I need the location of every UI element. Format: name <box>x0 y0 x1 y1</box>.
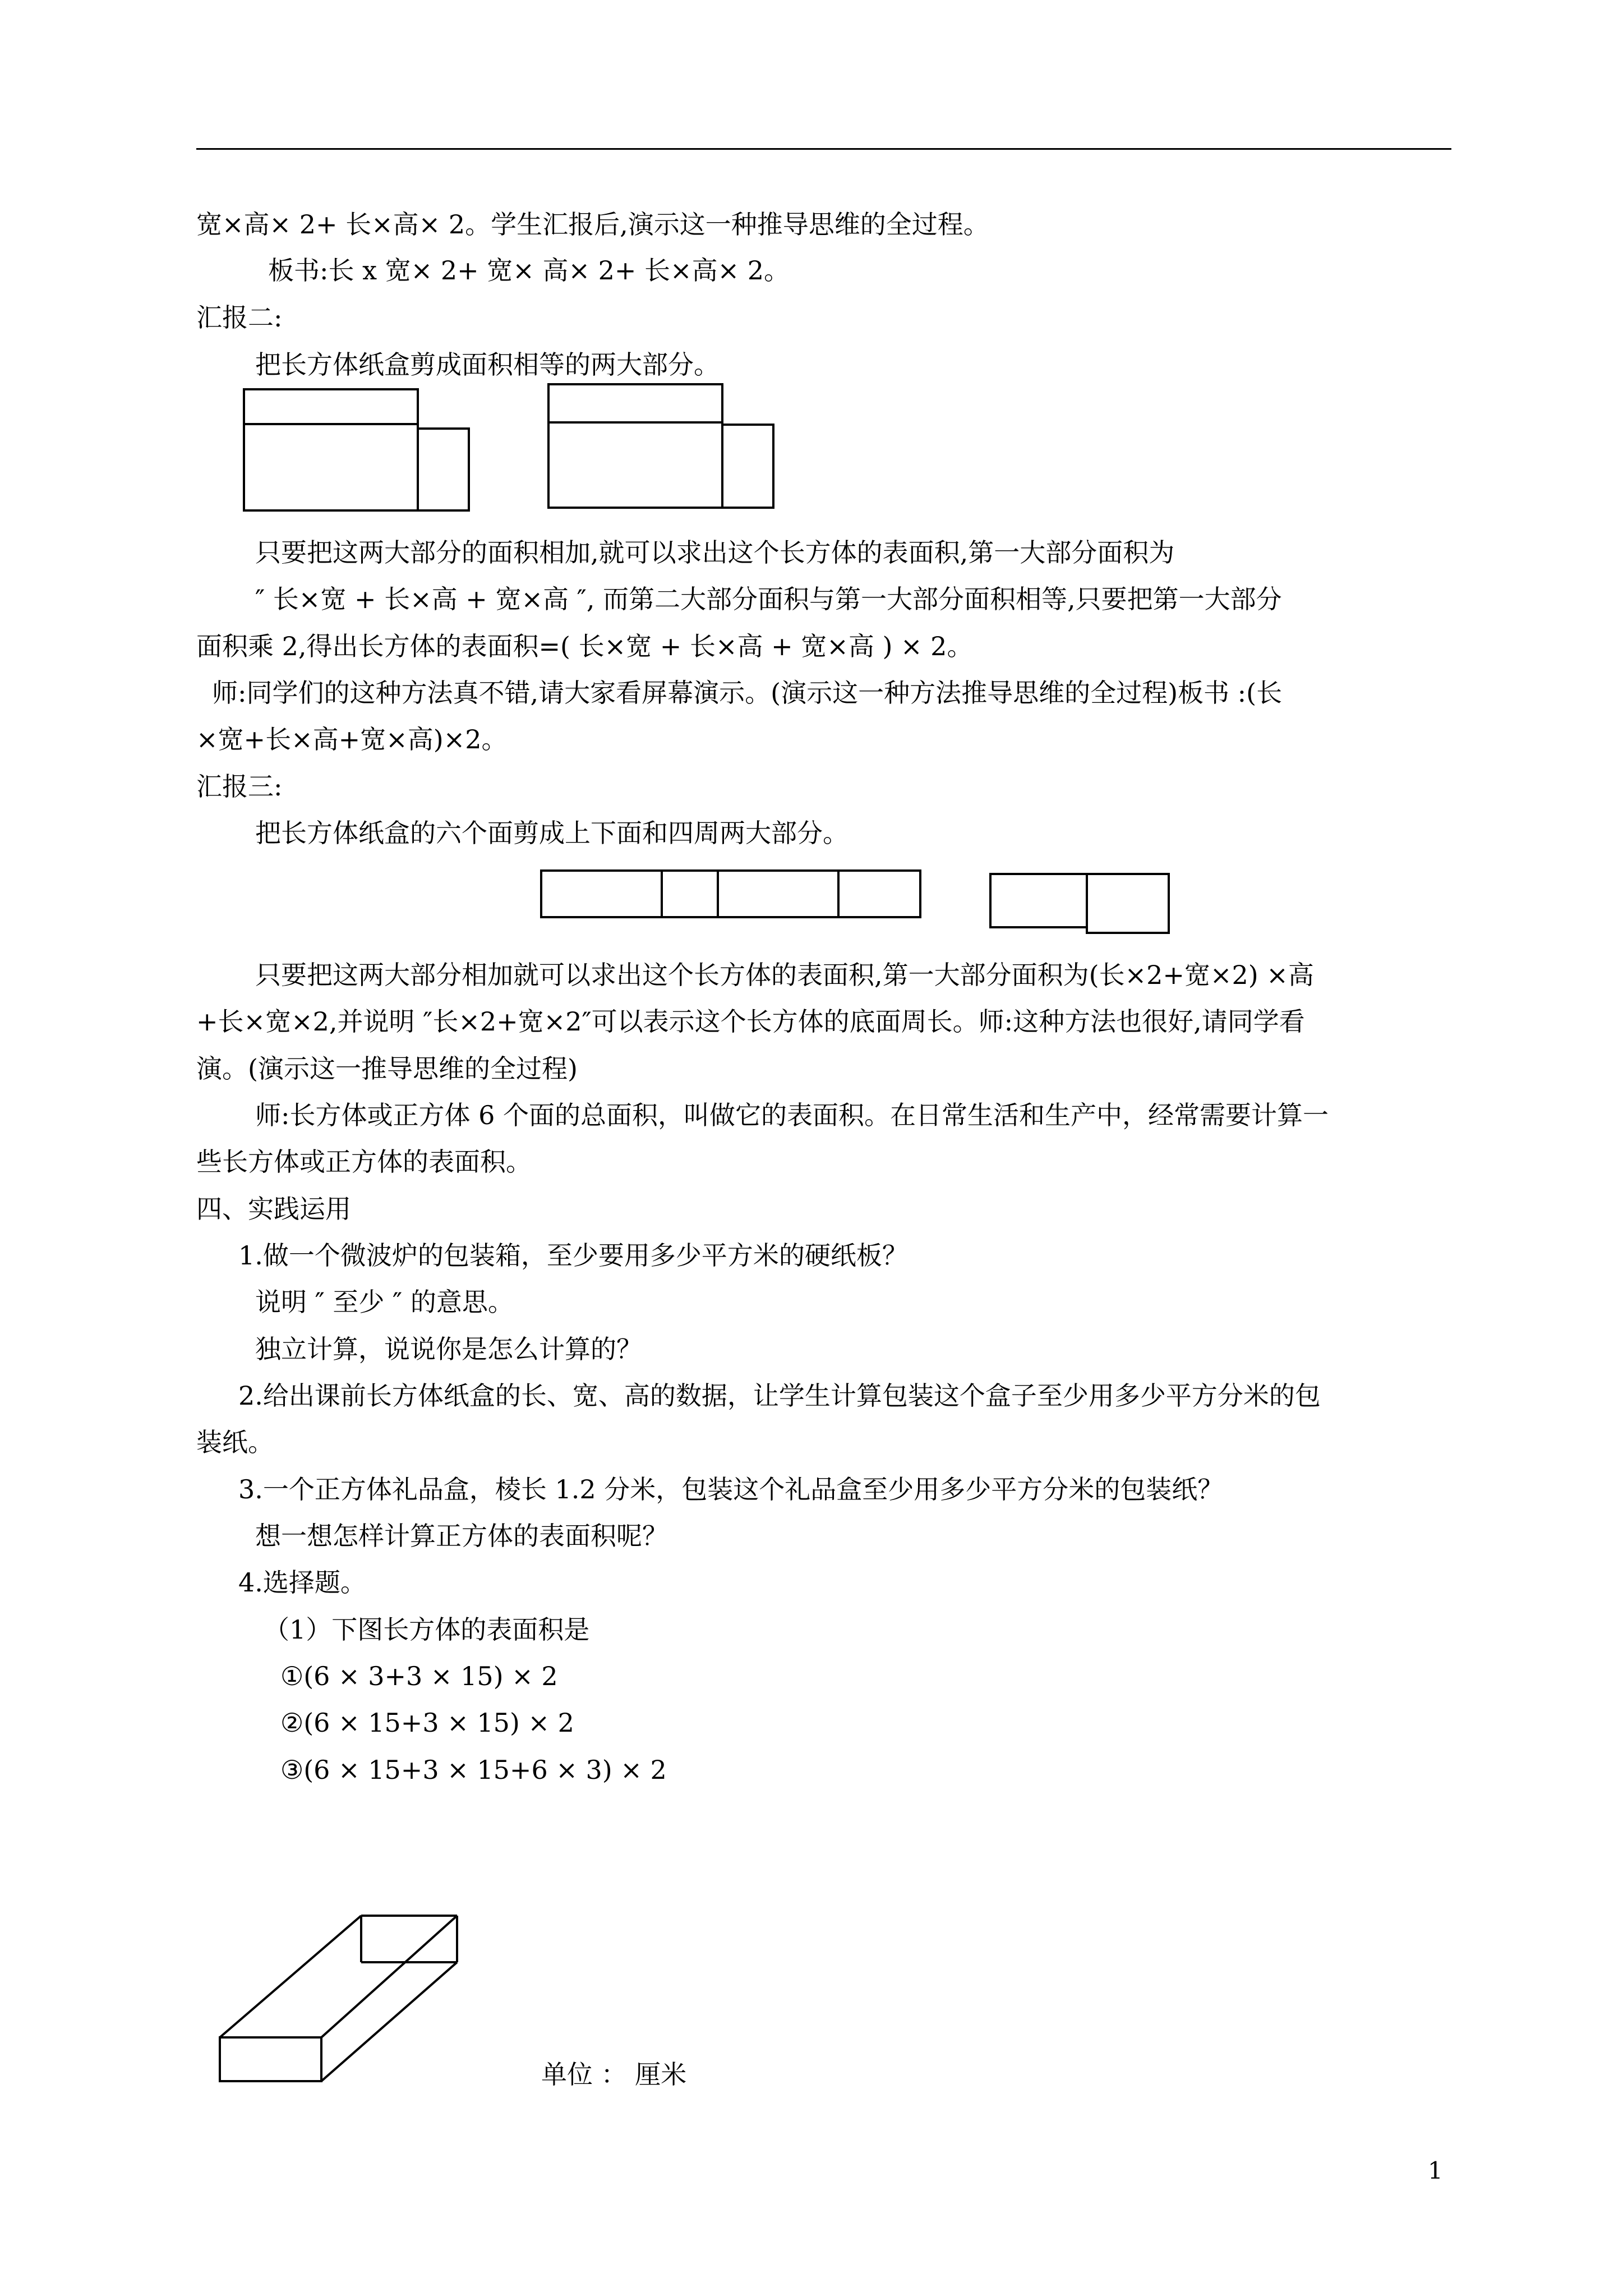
text-line: 说明 ″ 至少 ″ 的意思。 <box>255 1287 514 1317</box>
cuboid-figure <box>213 1913 471 2092</box>
text-line: 些长方体或正方体的表面积。 <box>196 1147 532 1177</box>
cuboid-edge <box>321 1962 457 2081</box>
top-face-rect <box>990 874 1087 927</box>
strip-face-rect <box>541 871 662 917</box>
text-line: 师:同学们的这种方法真不错,请大家看屏幕演示。(演示这一种方法推导思维的全过程)板书 :(长 <box>212 678 1283 708</box>
text-line: 想一想怎样计算正方体的表面积呢？ <box>255 1521 668 1551</box>
text-line: 只要把这两大部分相加就可以求出这个长方体的表面积,第一大部分面积为(长×2+宽×2) ×高 <box>255 960 1314 990</box>
unit-label: 单位 ： 厘米 <box>541 2059 687 2090</box>
sub-question-line: （1）下图长方体的表面积是 <box>264 1614 590 1645</box>
cuboid-front-face <box>220 2037 321 2081</box>
two-part-net-figure <box>241 381 780 522</box>
choice-option: ②(6 × 15+3 × 15) × 2 <box>280 1708 574 1738</box>
text-line: 把长方体纸盒的六个面剪成上下面和四周两大部分。 <box>255 818 849 848</box>
question-line: 3.一个正方体礼品盒，棱长 1.2 分米，包装这个礼品盒至少用多少平方分米的包装纸？ <box>238 1474 1224 1504</box>
strip-face-rect <box>662 871 718 917</box>
net-side-rect <box>418 429 469 510</box>
strip-face-rect <box>838 871 920 917</box>
surround-strip-figure <box>538 864 1178 942</box>
net-side-rect <box>722 425 773 508</box>
section-heading: 汇报三: <box>196 771 283 802</box>
net-face-rect <box>244 424 418 510</box>
question-line: 1.做一个微波炉的包装箱，至少要用多少平方米的硬纸板？ <box>238 1240 908 1271</box>
section-heading: 汇报二: <box>196 302 283 333</box>
text-line: 师:长方体或正方体 6 个面的总面积，叫做它的表面积。在日常生活和生产中，经常需要计算一 <box>255 1100 1329 1130</box>
text-line: ″ 长×宽 + 长×高 + 宽×高 ″, 而第二大部分面积与第一大部分面积相等,只要把第一大部分 <box>255 584 1282 614</box>
question-line: 2.给出课前长方体纸盒的长、宽、高的数据，让学生计算包装这个盒子至少用多少平方分米的包 <box>238 1381 1321 1411</box>
text-line: 宽×高× 2+ 长×高× 2。学生汇报后,演示这一种推导思维的全过程。 <box>196 209 989 240</box>
text-line: ×宽+长×高+宽×高)×2。 <box>196 724 508 754</box>
page-number: 1 <box>1428 2157 1443 2184</box>
text-line: 独立计算，说说你是怎么计算的？ <box>255 1334 642 1364</box>
cuboid-edge <box>321 1916 457 2037</box>
cuboid-edge <box>220 1916 361 2037</box>
text-line: 板书:长 x 宽× 2+ 宽× 高× 2+ 长×高× 2。 <box>268 255 790 286</box>
question-line: 4.选择题。 <box>238 1567 366 1598</box>
text-line: 面积乘 2,得出长方体的表面积=( 长×宽 + 长×高 + 宽×高 ) × 2。 <box>196 631 973 661</box>
header-rule <box>196 148 1451 150</box>
choice-option: ③(6 × 15+3 × 15+6 × 3) × 2 <box>280 1755 667 1785</box>
strip-face-rect <box>718 871 838 917</box>
text-line: 把长方体纸盒剪成面积相等的两大部分。 <box>255 349 720 380</box>
choice-option: ①(6 × 3+3 × 15) × 2 <box>280 1661 558 1691</box>
bottom-face-rect <box>1087 874 1169 933</box>
net-face-rect <box>548 422 722 508</box>
text-line: 只要把这两大部分的面积相加,就可以求出这个长方体的表面积,第一大部分面积为 <box>255 537 1175 568</box>
section-heading: 四、实践运用 <box>196 1194 351 1224</box>
net-strip-rect <box>548 384 722 422</box>
text-line: 装纸。 <box>196 1427 274 1457</box>
net-strip-rect <box>244 389 418 424</box>
text-line: +长×宽×2,并说明 ″长×2+宽×2″可以表示这个长方体的底面周长。师:这种方法也很好,请同学看 <box>196 1006 1305 1037</box>
text-line: 演。(演示这一推导思维的全过程) <box>196 1053 578 1084</box>
